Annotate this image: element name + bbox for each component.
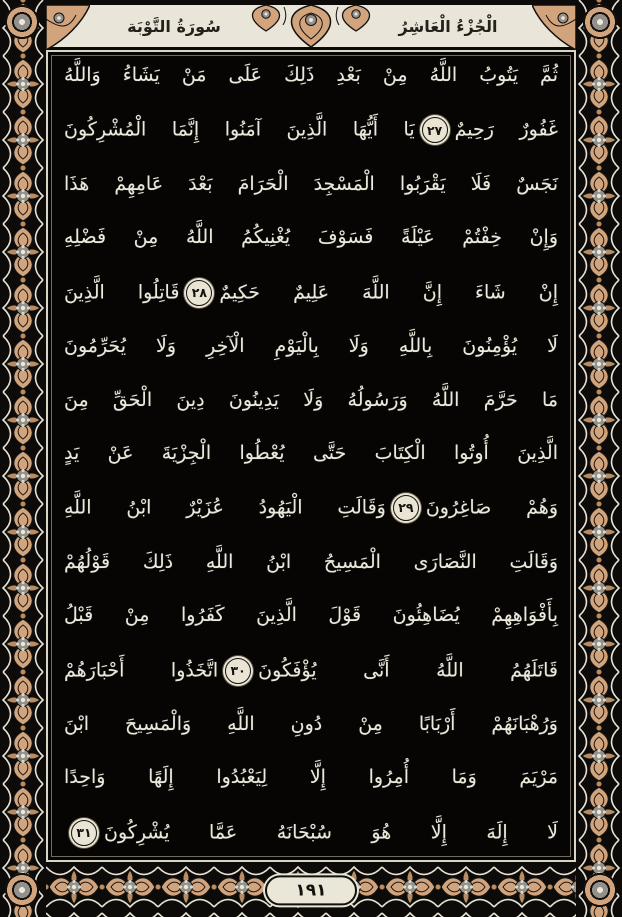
quran-line xyxy=(64,117,558,143)
quran-text-panel xyxy=(46,50,576,862)
quran-lines xyxy=(64,64,558,846)
ayah-text: وَهُمْ صَاغِرُونَ xyxy=(425,496,558,519)
ayah-text: قَاتَلَهُمُ اللَّهُ أَنَّى يُؤْفَكُونَ xyxy=(258,659,558,682)
quran-line xyxy=(64,604,558,628)
quran-line xyxy=(64,658,558,684)
header-center-ornament xyxy=(221,3,401,49)
ayah-text: مَرْيَمَ وَمَا أُمِرُوا إِلَّا لِيَعْبُدُوا إِلَهًا وَاحِدًا xyxy=(64,766,558,789)
ayah-text: مَا حَرَّمَ اللَّهُ وَرَسُولُهُ وَلَا يَدِينُونَ دِينَ الْحَقِّ مِنَ xyxy=(64,388,558,411)
ornamental-border-right xyxy=(576,0,622,917)
quran-line xyxy=(64,64,558,88)
ayah-text: لَا يُؤْمِنُونَ بِاللَّهِ وَلَا بِالْيَوْمِ الْآخِرِ وَلَا يُحَرِّمُونَ xyxy=(64,335,558,358)
ayah-text: لَا إِلَهَ إِلَّا هُوَ سُبْحَانَهُ عَمَّا يُشْرِكُونَ xyxy=(104,821,558,844)
surah-title: سُورَةُ التَّوْبَة xyxy=(127,17,221,36)
ayah-number-medallion: ٢٧ xyxy=(422,117,448,143)
ayah-number-medallion: ٣١ xyxy=(71,820,97,846)
quran-line xyxy=(64,389,558,413)
corner-rosette-icon xyxy=(581,3,619,41)
ayah-text: وَإِنْ خِفْتُمْ عَيْلَةً فَسَوْفَ يُغْنِيكُمُ اللَّهُ مِنْ فَضْلِهِ xyxy=(64,226,558,249)
header-band xyxy=(46,0,576,50)
ayah-text: إِنْ شَاءَ إِنَّ اللَّهَ عَلِيمٌ حَكِيمٌ xyxy=(219,281,558,304)
ornamental-border-left xyxy=(0,0,46,917)
ayah-number-medallion: ٢٩ xyxy=(393,495,419,521)
ayah-text: وَقَالَتِ النَّصَارَى الْمَسِيحُ ابْنُ اللَّهِ ذَلِكَ قَوْلُهُمْ xyxy=(64,550,558,573)
ayah-text: غَفُورٌ رَحِيمٌ xyxy=(454,118,558,141)
juz-title: الْجُزْءُ الْعَاشِرُ xyxy=(398,17,498,36)
quran-line xyxy=(64,766,558,790)
ayah-number-medallion: ٣٠ xyxy=(225,658,251,684)
corner-rosette-icon xyxy=(3,3,41,41)
quran-line xyxy=(64,280,558,306)
ayah-text: يَا أَيُّهَا الَّذِينَ آمَنُوا إِنَّمَا الْمُشْرِكُونَ xyxy=(64,118,415,141)
ayah-number-medallion: ٢٨ xyxy=(186,280,212,306)
quran-line xyxy=(64,226,558,250)
quran-line xyxy=(64,820,558,846)
ayah-text: وَقَالَتِ الْيَهُودُ عُزَيْرٌ ابْنُ اللَّهِ xyxy=(64,496,386,519)
quran-line xyxy=(64,495,558,521)
quran-line xyxy=(64,173,558,197)
quran-line xyxy=(64,335,558,359)
ayah-text: نَجَسٌ فَلَا يَقْرَبُوا الْمَسْجِدَ الْحَرَامَ بَعْدَ عَامِهِمْ هَذَا xyxy=(64,172,558,195)
corner-rosette-icon xyxy=(581,871,619,909)
ayah-text: وَرُهْبَانَهُمْ أَرْبَابًا مِنْ دُونِ اللَّهِ وَالْمَسِيحَ ابْنَ xyxy=(64,713,558,736)
page-number: ١٩١ xyxy=(265,875,357,905)
ayah-text: بِأَفْوَاهِهِمْ يُضَاهِئُونَ قَوْلَ الَّذِينَ كَفَرُوا مِنْ قَبْلُ xyxy=(64,604,558,627)
corner-rosette-icon xyxy=(3,871,41,909)
ayah-text: الَّذِينَ أُوتُوا الْكِتَابَ حَتَّى يُعْطُوا الْجِزْيَةَ عَنْ يَدٍ xyxy=(64,441,558,464)
quran-line xyxy=(64,713,558,737)
footer-band xyxy=(46,862,576,917)
ayah-text: اتَّخَذُوا أَحْبَارَهُمْ xyxy=(64,659,219,682)
quran-line xyxy=(64,551,558,575)
ayah-text: ثُمَّ يَتُوبُ اللَّهُ مِنْ بَعْدِ ذَلِكَ عَلَى مَنْ يَشَاءُ وَاللَّهُ xyxy=(64,64,558,86)
quran-line xyxy=(64,442,558,466)
ayah-text: قَاتِلُوا الَّذِينَ xyxy=(64,281,180,304)
